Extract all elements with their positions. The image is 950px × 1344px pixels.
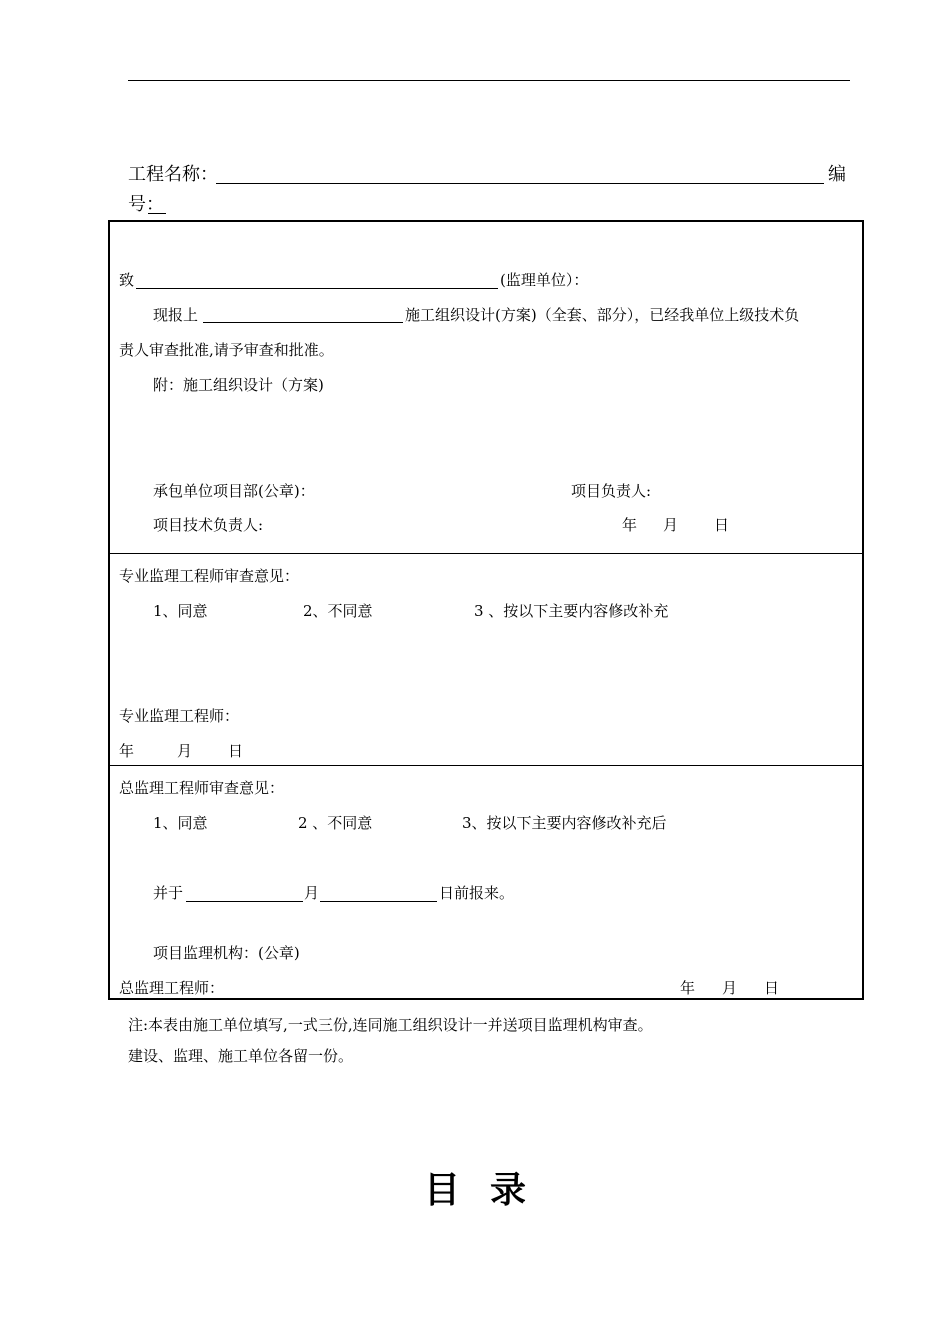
tech-manager-label: 项目技术负责人: [153,516,264,534]
to-prefix: 致 [119,271,135,289]
contractor-dept-label: 承包单位项目部(公章)： [153,482,315,500]
section2-date-month: 月 [177,742,193,760]
section3-option-disagree[interactable]: 2 、不同意 [298,814,373,832]
toc-title: 目录 [423,1169,556,1211]
project-name-label: 工程名称： [128,164,218,185]
note-line-2: 建设、监理、施工单位各留一份。 [128,1047,354,1065]
section3-title: 总监理工程师审查意见： [119,779,285,797]
section3-option-revise[interactable]: 3、按以下主要内容修改补充后 [462,814,667,832]
org-seal-label: 项目监理机构：(公章) [153,944,300,962]
section1-date-month: 月 [663,516,679,534]
project-name-field[interactable] [216,183,824,184]
section1-date-day: 日 [714,516,730,534]
and-before-label: 并于 [153,884,184,902]
report-name-field[interactable] [203,322,403,323]
section2-date-day: 日 [228,742,244,760]
section-divider-2 [110,765,864,766]
attachment-label: 附：施工组织设计（方案) [153,376,324,394]
section2-option-agree[interactable]: 1、同意 [153,602,208,620]
month-field[interactable] [186,901,303,902]
day-suffix-label: 日前报来。 [439,884,515,902]
to-suffix: (监理单位）： [500,271,589,289]
report-suffix: 施工组织设计(方案)（全套、部分），已经我单位上级技术负 [405,306,800,324]
page-top-rule [128,80,850,81]
section1-date-year: 年 [622,516,638,534]
number-label-part2: 号： [128,194,164,215]
section-divider-1 [110,553,864,554]
section2-title: 专业监理工程师审查意见： [119,567,300,585]
supervision-unit-field[interactable] [136,288,498,289]
number-label-part1: 编 [828,164,846,185]
section2-engineer-label: 专业监理工程师： [119,707,240,725]
report-prefix: 现报上 [153,306,199,324]
chief-engineer-label: 总监理工程师： [119,979,225,997]
month-label: 月 [304,884,320,902]
section3-date-day: 日 [764,979,780,997]
section3-date-year: 年 [680,979,696,997]
section2-option-revise[interactable]: 3 、按以下主要内容修改补充 [474,602,669,620]
day-field[interactable] [320,901,437,902]
report-line2: 责人审查批准,请予审查和批准。 [119,341,334,359]
number-field[interactable] [148,213,166,214]
project-manager-label: 项目负责人: [571,482,652,500]
section2-option-disagree[interactable]: 2、不同意 [303,602,373,620]
section2-date-year: 年 [119,742,135,760]
note-line-1: 注:本表由施工单位填写,一式三份,连同施工组织设计一并送项目监理机构审查。 [128,1016,653,1034]
section3-date-month: 月 [722,979,738,997]
section3-option-agree[interactable]: 1、同意 [153,814,208,832]
